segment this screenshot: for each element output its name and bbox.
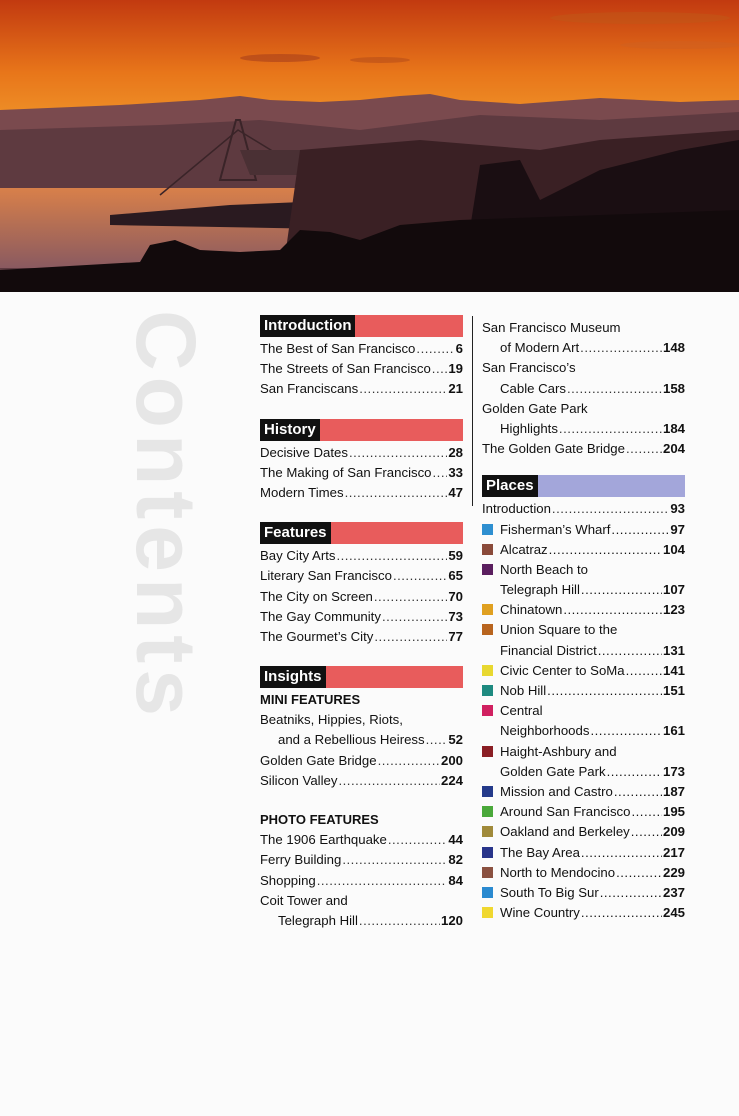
- toc-entry-page: 21: [448, 381, 463, 397]
- color-key-square: [482, 624, 493, 635]
- toc-entry-page: 6: [455, 341, 463, 356]
- color-key-square: [482, 826, 493, 837]
- place-entry-page: 195: [662, 804, 685, 820]
- place-entry-title: South To Big Sur: [500, 884, 599, 900]
- toc-entry-page: 224: [440, 772, 463, 788]
- toc-entry-page: 200: [440, 752, 463, 768]
- place-entry[interactable]: [482, 600, 685, 620]
- color-key-square: [482, 604, 493, 615]
- toc-entry-page: 19: [448, 361, 463, 377]
- place-entry-page: 245: [662, 905, 685, 921]
- section-header-insights: [260, 666, 463, 688]
- toc-entry[interactable]: [260, 771, 463, 791]
- place-entry-title: Financial District: [500, 642, 597, 658]
- toc-entry-line[interactable]: [260, 891, 463, 911]
- place-entry[interactable]: [482, 681, 685, 701]
- toc-entry[interactable]: [260, 730, 463, 750]
- place-entry[interactable]: [482, 863, 685, 883]
- place-entry[interactable]: [482, 721, 685, 741]
- place-entry-page: 161: [662, 723, 685, 739]
- toc-entry-title: The Gourmet’s City: [260, 628, 374, 644]
- place-entry-title: Wine Country: [500, 905, 580, 921]
- toc-entry-title: The Best of San Francisco: [260, 341, 416, 356]
- toc-entry-page: 44: [448, 832, 463, 848]
- color-key-square: [482, 806, 493, 817]
- toc-entry[interactable]: [260, 830, 463, 850]
- color-key-square: [482, 544, 493, 555]
- toc-entry-title: of Modern Art: [500, 340, 580, 356]
- toc-entry-page: 28: [448, 444, 463, 460]
- color-key-square: [482, 907, 493, 918]
- contents-title: Contents: [119, 310, 213, 722]
- toc-entry[interactable]: [260, 751, 463, 771]
- place-entry-title: Civic Center to SoMa: [500, 662, 625, 678]
- section-header-places: [482, 475, 685, 497]
- places-list: [482, 520, 685, 924]
- section-header-features: [260, 522, 463, 544]
- place-entry[interactable]: [482, 762, 685, 782]
- place-entry-title: Mission and Castro: [500, 783, 613, 799]
- place-entry-page: 209: [662, 824, 685, 840]
- place-entry-title: Alcatraz: [500, 541, 548, 557]
- place-entry[interactable]: [482, 822, 685, 842]
- place-entry[interactable]: [482, 782, 685, 802]
- toc-entry-page: 82: [448, 852, 463, 868]
- place-entry-page: 151: [662, 683, 685, 698]
- place-entry-page: 187: [662, 783, 685, 799]
- section-title: Features: [260, 522, 331, 544]
- toc-entry-line[interactable]: [482, 399, 685, 419]
- place-entry[interactable]: [482, 580, 685, 600]
- toc-entry[interactable]: [260, 379, 463, 399]
- toc-entry[interactable]: [482, 338, 685, 358]
- toc-entry[interactable]: [260, 911, 463, 931]
- toc-entry-title: Introduction: [482, 501, 551, 517]
- place-entry-title: North Beach to: [500, 561, 588, 577]
- place-entry[interactable]: [482, 520, 685, 540]
- toc-entry-title: Literary San Francisco: [260, 568, 392, 584]
- place-entry-title: Oakland and Berkeley: [500, 824, 630, 840]
- toc-entry[interactable]: [260, 546, 463, 566]
- place-entry[interactable]: [482, 661, 685, 681]
- toc-entry-page: 65: [448, 568, 463, 584]
- cover-photo: [0, 0, 739, 292]
- toc-entry-title: Cable Cars: [500, 380, 566, 396]
- place-entry-page: 97: [670, 521, 685, 537]
- section-header-introduction: [260, 315, 463, 337]
- toc-entry-page: 148: [662, 340, 685, 356]
- toc-entry-title: The Golden Gate Bridge: [482, 441, 625, 457]
- toc-entry-title: Golden Gate Bridge: [260, 752, 377, 768]
- section-title: Places: [482, 475, 538, 497]
- toc-entry-title: San Francisco’s: [482, 360, 576, 376]
- toc-entry-title: The City on Screen: [260, 588, 373, 604]
- place-entry-page: 104: [662, 541, 685, 557]
- place-entry-title: Around San Francisco: [500, 804, 631, 820]
- toc-entry-title: and a Rebellious Heiress: [278, 732, 425, 748]
- place-entry-page: 141: [662, 662, 685, 678]
- place-entry-title: Union Square to the: [500, 622, 618, 638]
- place-entry-line[interactable]: [482, 701, 685, 721]
- place-entry-title: North to Mendocino: [500, 864, 616, 880]
- place-entry-page: 123: [662, 602, 685, 618]
- toc-entry-title: Silicon Valley: [260, 772, 338, 788]
- mini-features-label: MINI FEATURES: [260, 692, 361, 708]
- toc-entry-title: Golden Gate Park: [482, 400, 588, 416]
- toc-entry-title: Decisive Dates: [260, 444, 348, 460]
- place-entry-title: Neighborhoods: [500, 723, 590, 739]
- toc-entry-page: 70: [448, 588, 463, 604]
- toc-entry-title: The Gay Community: [260, 608, 381, 624]
- color-key-square: [482, 564, 493, 575]
- toc-entry[interactable]: [482, 439, 685, 459]
- place-entry-page: 229: [662, 864, 685, 880]
- place-entry-title: Haight-Ashbury and: [500, 743, 617, 759]
- toc-entry-line[interactable]: [260, 710, 463, 730]
- toc-entry-page: 52: [448, 732, 463, 748]
- color-key-square: [482, 524, 493, 535]
- place-entry[interactable]: [482, 843, 685, 863]
- toc-entry-title: San Franciscans: [260, 381, 359, 397]
- place-entry-line[interactable]: [482, 742, 685, 762]
- toc-entry-title: Ferry Building: [260, 852, 342, 868]
- toc-entry[interactable]: [260, 627, 463, 647]
- color-key-square: [482, 867, 493, 878]
- place-entry[interactable]: [482, 641, 685, 661]
- place-entry[interactable]: [482, 540, 685, 560]
- toc-entry-page: 93: [670, 501, 685, 517]
- toc-entry-page: 33: [448, 464, 463, 480]
- toc-entry[interactable]: [260, 607, 463, 627]
- toc-entry[interactable]: [260, 850, 463, 870]
- place-entry-page: 131: [662, 642, 685, 658]
- toc-entry-page: 59: [448, 548, 463, 564]
- toc-entry-title: Bay City Arts: [260, 548, 336, 564]
- toc-entry[interactable]: [260, 566, 463, 586]
- toc-entry[interactable]: [482, 379, 685, 399]
- section-title: Introduction: [260, 315, 355, 337]
- toc-entry[interactable]: [260, 587, 463, 607]
- toc-entry-title: Telegraph Hill: [278, 912, 358, 928]
- place-entry-line[interactable]: [482, 560, 685, 580]
- toc-entry[interactable]: [260, 483, 463, 503]
- toc-entry[interactable]: [260, 463, 463, 483]
- toc-entry-line[interactable]: [482, 318, 685, 338]
- toc-entry-page: 77: [448, 628, 463, 644]
- toc-entry[interactable]: [260, 359, 463, 379]
- place-entry[interactable]: [482, 802, 685, 822]
- photo-features-label: PHOTO FEATURES: [260, 812, 379, 827]
- place-entry-title: Central: [500, 703, 543, 719]
- toc-entry-page: 84: [448, 872, 463, 888]
- color-key-square: [482, 746, 493, 757]
- place-entry-title: Golden Gate Park: [500, 763, 606, 779]
- toc-entry-title: The 1906 Earthquake: [260, 832, 387, 848]
- color-key-square: [482, 665, 493, 676]
- toc-entry[interactable]: [260, 339, 463, 359]
- place-entry-title: Chinatown: [500, 602, 563, 618]
- toc-entry-page: 73: [448, 608, 463, 624]
- toc-entry-title: The Making of San Francisco: [260, 464, 432, 480]
- toc-entry-page: 47: [448, 484, 463, 500]
- place-entry-page: 217: [662, 844, 685, 860]
- toc-entry-title: Modern Times: [260, 484, 344, 500]
- place-entry[interactable]: [482, 883, 685, 903]
- column-divider: [472, 316, 473, 506]
- toc-entry-title: San Francisco Museum: [482, 320, 621, 335]
- toc-entry-title: Coit Tower and: [260, 892, 348, 908]
- toc-entry-page: 120: [440, 912, 463, 928]
- toc-entry-title: Shopping: [260, 872, 316, 888]
- color-key-square: [482, 786, 493, 797]
- toc-entry-page: 184: [662, 420, 685, 436]
- sunset-bay-image: [0, 0, 739, 292]
- toc-entry-line[interactable]: [482, 358, 685, 378]
- color-key-square: [482, 685, 493, 696]
- place-entry[interactable]: [482, 903, 685, 923]
- toc-entry-title: The Streets of San Francisco: [260, 361, 431, 377]
- toc-entry[interactable]: [260, 871, 463, 891]
- toc-entry-page: 204: [662, 441, 685, 457]
- place-entry-line[interactable]: [482, 620, 685, 640]
- place-entry-page: 107: [662, 582, 685, 598]
- place-entry-page: 173: [662, 763, 685, 779]
- toc-left-column: [260, 315, 463, 931]
- color-key-square: [482, 705, 493, 716]
- color-key-square: [482, 847, 493, 858]
- place-entry-page: 237: [662, 884, 685, 900]
- place-entry-title: The Bay Area: [500, 844, 580, 860]
- toc-entry-page: 158: [662, 380, 685, 396]
- section-header-history: [260, 419, 463, 441]
- toc-entry-title: Highlights: [500, 420, 558, 436]
- section-title: History: [260, 419, 320, 441]
- toc-entry-title: Beatniks, Hippies, Riots,: [260, 712, 403, 728]
- toc-entry[interactable]: [482, 499, 685, 519]
- toc-entry[interactable]: [260, 443, 463, 463]
- toc-entry[interactable]: [482, 419, 685, 439]
- place-entry-title: Telegraph Hill: [500, 582, 580, 598]
- section-title: Insights: [260, 666, 326, 688]
- place-entry-title: Fisherman’s Wharf: [500, 521, 611, 537]
- color-key-square: [482, 887, 493, 898]
- place-entry-title: Nob Hill: [500, 683, 547, 698]
- toc-right-column: [482, 318, 685, 923]
